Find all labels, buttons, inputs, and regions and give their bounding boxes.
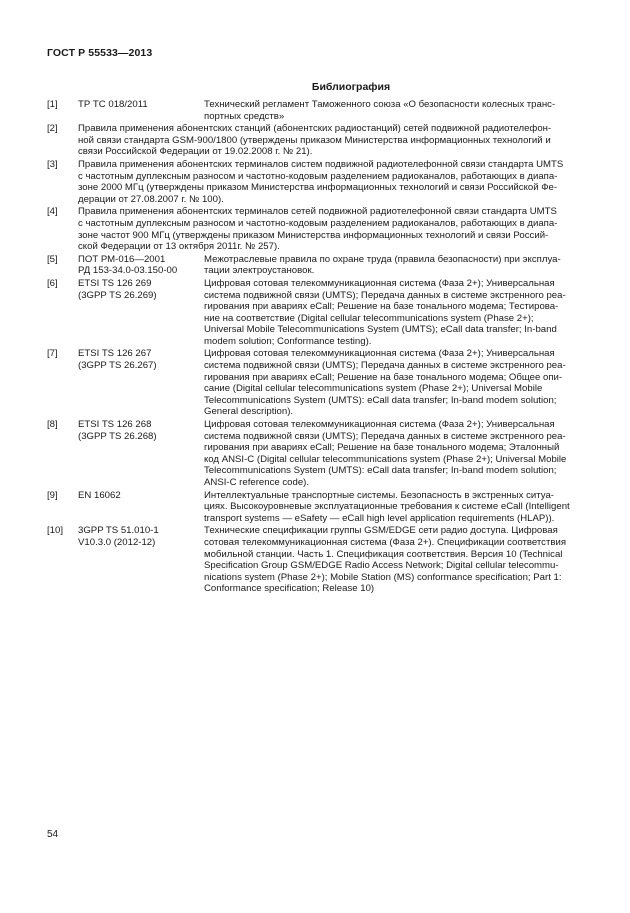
entry-description: Правила применения абонентских терминалов систем подвижной радиотелефонной связи стандарта UMTS с частотным дуплексным разносом и частотно-кодовым разделением радиоканалов, работающих в диапа- зоне 2000 МГц (утверждены приказом Министерства информационных технологий и связи Российской Фе- дерации от 27.08.2007 г. № 100). xyxy=(78,158,564,205)
bibliography-entry xyxy=(47,254,587,277)
entry-designation: ТР ТС 018/2011 xyxy=(78,99,148,110)
entry-description: Межотраслевые правила по охране труда (правила безопасности) при эксплуа- тации электроустановок. xyxy=(204,253,561,277)
entry-number: [8] xyxy=(47,419,58,431)
bibliography-entry xyxy=(47,99,587,122)
entry-number: [7] xyxy=(47,348,58,360)
bibliography-entry xyxy=(47,123,587,158)
entry-description: Правила применения абонентских станций (абонентских радиостанций) сетей подвижной радиотелефон- ной связи стандарта GSM-900/1800 (утверждены приказом Министерства информационных технологий и связи Российской Федерации от 19.02.2008 г. № 21). xyxy=(78,123,552,158)
entry-number: [5] xyxy=(47,253,58,265)
entry-description: Цифровая сотовая телекоммуникационная система (Фаза 2+); Универсальная система подвижной связи (UMTS); Передача данных в системе экстренного реа- гирования при авариях eCall; Решение на базе тонального модема; Общее опи- сание (Digital cellular telecommunications system (Phase 2+); Universal Mobile Telecommunications System (UMTS): eCall data transfer; In-band modem solution; General description). xyxy=(204,348,566,418)
entry-description: Правила применения абонентских терминалов сетей подвижной радиотелефонной связи стандарта UMTS с частотным дуплексным разносом и частотно-кодовым разделением радиоканалов, работающих в диапа- зоне частот 900 МГц (утверждены приказом Министерства информационных технологий и связи Россий- ской Федерации от 13 октября 2011г. № 257). xyxy=(78,206,558,253)
entry-number: [9] xyxy=(47,489,58,501)
bibliography-entry xyxy=(47,159,587,205)
entry-designation: EN 16062 xyxy=(78,489,121,501)
entry-designation: ETSI TS 126 269 (3GPP TS 26.269) xyxy=(78,277,157,301)
bibliography-entry xyxy=(47,419,587,489)
entry-designation: ETSI TS 126 268 (3GPP TS 26.268) xyxy=(78,419,157,442)
entry-designation: ПОТ РМ-016—2001 РД 153-34.0-03.150-00 xyxy=(78,253,178,277)
bibliography-entry xyxy=(47,206,587,252)
bibliography-entry xyxy=(47,278,587,348)
entry-designation: ETSI TS 126 267 (3GPP TS 26.267) xyxy=(78,348,157,372)
bibliography-entry xyxy=(47,490,587,525)
entry-designation: 3GPP TS 51.010-1 V10.3.0 (2012-12) xyxy=(78,525,159,548)
entry-number: [4] xyxy=(47,206,58,218)
entry-number: [2] xyxy=(47,123,58,135)
entry-description: Технические спецификации группы GSM/EDGE сети радио доступа. Цифровая сотовая телекоммуникационная система (Фаза 2+). Спецификации соответствия мобильной станции. Часть 1. Спецификация соответствия. Версия 10 (Technical Specification Group GSM/EDGE Radio Access Network; Digital cellular telecommu- nications system (Phase 2+); Mobile Station (MS) conformance specification; Part 1: Conformance specification; Release 10) xyxy=(204,525,567,595)
section-title xyxy=(0,81,630,93)
entry-description: Интеллектуальные транспортные системы. Безопасность в экстренных ситуа- циях. Высокоуровневые эксплуатационные требования к системе eCall (Intelligent transport systems — eSafety — eCall high level application requirements (HLAP)). xyxy=(204,489,570,524)
section-title-text: Библиография xyxy=(311,81,391,93)
bibliography-entry xyxy=(47,525,587,595)
bibliography-entry xyxy=(47,348,587,418)
entry-number: [10] xyxy=(47,525,64,537)
entry-number: [1] xyxy=(47,99,58,110)
entry-description: Цифровая сотовая телекоммуникационная система (Фаза 2+); Универсальная система подвижной связи (UMTS); Передача данных в системе экстренного реа- гирования при авариях eCall; Решение на базе тонального модема; Эталонный код ANSI-C (Digital cellular telecommunications system (Phase 2+); Universal Mobile Telecommunications System (UMTS): eCall data transfer; In-band modem solution; ANSI-C reference code). xyxy=(204,419,567,488)
document-header: ГОСТ Р 55533—2013 xyxy=(47,47,153,59)
bibliography-list xyxy=(47,99,587,596)
entry-number: [6] xyxy=(47,277,58,289)
entry-description: Технический регламент Таможенного союза «О безопасности колесных транс- портных средств» xyxy=(204,99,556,122)
page-number: 54 xyxy=(47,829,59,840)
entry-description: Цифровая сотовая телекоммуникационная система (Фаза 2+); Универсальная система подвижной связи (UMTS); Передача данных в системе экстренного реа- гирования при авариях eCall; Решение на базе тонального модема; Тестирова- ние на соответствие (Digital cellular telecommunications system (Phase 2+); Universal Mobile Telecommunications System (UMTS); eCall data transfer; In-band modem solution; Conformance testing). xyxy=(204,277,566,347)
entry-number: [3] xyxy=(47,158,58,170)
